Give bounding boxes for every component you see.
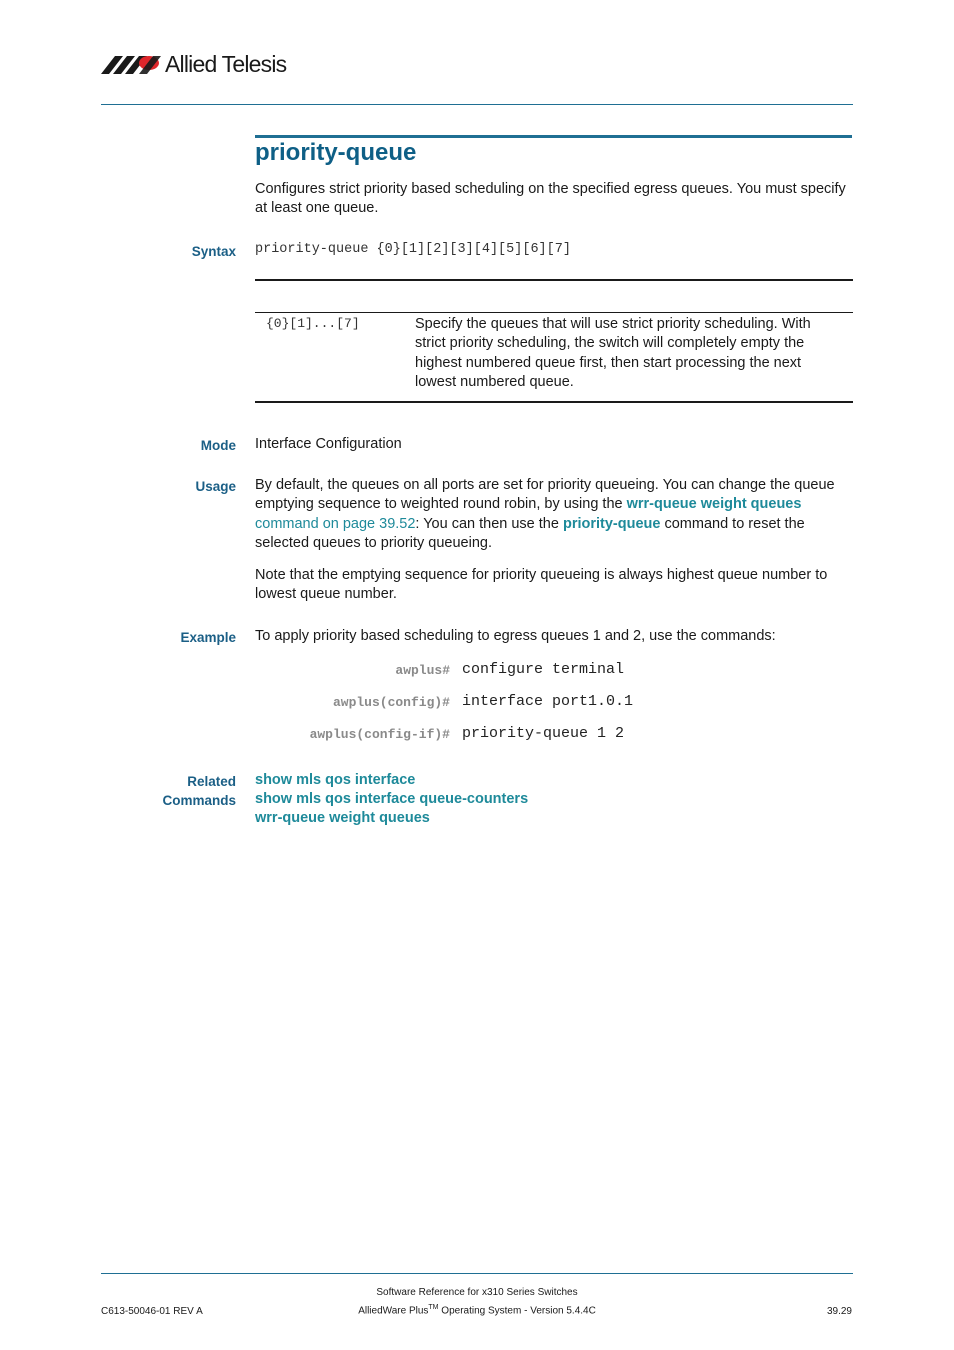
allied-telesis-logo [101,52,301,80]
table-top-rule [255,279,853,281]
table-header-rule [255,312,853,313]
example-command: priority-queue 1 2 [462,725,625,742]
syntax-text: priority-queue {0}[1][2][3][4][5][6][7] [255,242,571,257]
title-bar [255,135,852,138]
footer-title-line: Software Reference for x310 Series Switches [376,1287,578,1298]
link-label: wrr-queue weight queues [626,496,802,513]
page-title: priority-queue [255,139,417,166]
example-command: configure terminal [462,661,625,678]
example-label: Example [180,630,236,645]
usage-paragraph-2: Note that the emptying sequence for priority queueing is always highest queue number to lowest queue number. [255,567,828,603]
usage-text-part: By default, the queues on all ports are set for priority queueing. You can change the queue emptying sequence to weighted round robin, by using the [255,477,835,513]
mode-text: Interface Configuration [255,436,402,452]
example-prompt: awplus# [395,663,450,678]
footer-rule [101,1273,853,1274]
related-label: Related [187,774,236,789]
example-command: interface port1.0.1 [462,693,634,710]
usage-text-part: command to reset the selected queues to priority queueing. [255,515,805,552]
footer-product: AlliedWare Plus [358,1305,429,1317]
parameter-description: Specify the queues that will use strict priority scheduling. With strict priority scheduling, the switch will completely empty the highest numbered queue first, then start processing the next lowest numbered queue. [415,316,811,391]
trademark-mark: TM [428,1304,439,1311]
usage-text-part: : You can then use the [415,515,563,532]
footer-page-number: 39.29 [826,1306,852,1317]
mode-label: Mode [200,438,236,453]
syntax-label: Syntax [191,244,236,259]
logo-mark-icon [101,52,163,76]
example-prompt: awplus(config-if)# [309,727,450,742]
usage-label: Usage [195,479,236,494]
commands-label: Commands [162,793,236,808]
footer-doc-id: C613-50046-01 REV A [101,1306,203,1317]
related-link-show-mls-qos-interface[interactable]: show mls qos interface [255,772,416,788]
example-prompt: awplus(config)# [332,695,450,710]
logo-text: Allied Telesis [165,51,287,77]
footer-version-line [0,1304,954,1316]
priority-queue-link[interactable]: priority-queue [562,515,661,532]
header-rule [101,104,853,105]
related-link-wrr-queue-weight-queues[interactable]: wrr-queue weight queues [255,810,430,826]
link-page-ref: command on page 39.52 [255,515,416,532]
intro-text: Configures strict priority based scheduling on the specified egress queues. You must specify at least one queue. [255,181,846,217]
footer-version: Operating System - Version 5.4.4C [438,1305,596,1317]
related-link-queue-counters[interactable]: show mls qos interface queue-counters [255,791,529,807]
example-intro: To apply priority based scheduling to egress queues 1 and 2, use the commands: [255,628,776,644]
usage-paragraph-1 [255,476,853,554]
table-bottom-rule [255,401,853,403]
parameter-name: {0}[1]...[7] [266,316,360,331]
